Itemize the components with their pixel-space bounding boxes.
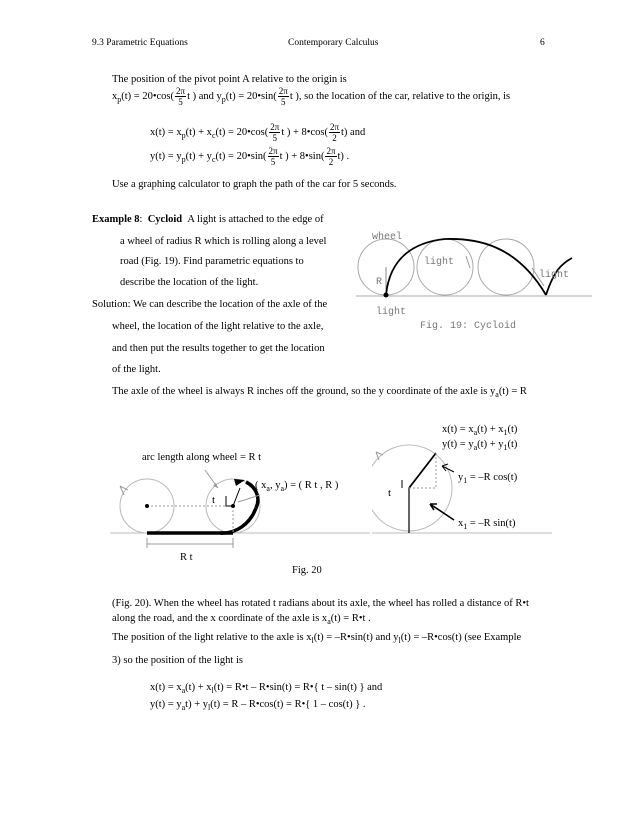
light-pointer-arrow xyxy=(466,256,470,268)
solution-line-1: Solution: We can describe the location of the axle of the xyxy=(92,299,328,310)
page-number: 6 xyxy=(540,38,545,48)
example-line-2: a wheel of radius R which is rolling along a level xyxy=(120,236,327,247)
fig20-x-sum-equation: $x(t) = x_a(t) + x_1(t)$ xyxy=(442,424,518,438)
figure-19-caption: Fig. 19: Cycloid xyxy=(420,321,517,332)
angle-t-label: t xyxy=(388,487,392,499)
arc-length-label: arc length along wheel = R t xyxy=(142,452,262,463)
solution-line-2: wheel, the location of the light relative to the axle, xyxy=(112,321,324,332)
axle-coordinate-label: ( $x_a$, $y_a$) = ( R t , R ) xyxy=(255,480,339,493)
solution-line-4: of the light. xyxy=(112,364,161,375)
fig20-y-sum-equation: $y(t) = y_a(t) + y_1(t)$ xyxy=(442,439,518,453)
light-x-formula: $x(t) = x_a(t) + x_l(t)$ = R•t – R•sin(t) = R•{ t – sin(t) } and xyxy=(150,682,383,696)
light-label: light xyxy=(539,270,570,281)
arrow-icon xyxy=(430,504,454,520)
after-line-1: (Fig. 20). When the wheel has rotated t radians about its axle, the wheel has rolled a distance of R•t xyxy=(112,598,529,609)
wheel-label: wheel xyxy=(372,232,403,243)
pivot-line-1: The position of the pivot point A relative to the origin is xyxy=(112,74,347,85)
light-label: light xyxy=(424,257,455,268)
light-y-formula: $y(t) = y_at) + y_l(t) = R$ – R•cos(t) = R•{ 1 – cos(t) } . xyxy=(150,699,366,713)
running-header-section: 9.3 Parametric Equations xyxy=(92,38,188,48)
example-heading: Example 8: Cycloid A light is attached to the edge of xyxy=(92,214,324,225)
figure-20-rolling-wheel xyxy=(110,440,370,570)
arc-thick-lower xyxy=(220,508,256,533)
wheel-circle xyxy=(372,445,452,531)
fraction-2pi-5: $\frac{2\pi}{5}$ xyxy=(176,86,186,107)
figure-19-cycloid xyxy=(356,226,592,338)
after-line-4: 3) so the position of the light is xyxy=(112,655,243,666)
car-y-equation: $y(t) = y_p(t) + y_c(t)$ = 20•sin( $\frac{2\pi}{5}$ t ) + 8•sin( $\frac{2\pi}{2}$ t) . xyxy=(150,146,350,167)
arrowhead-icon xyxy=(234,479,245,486)
fraction-2pi-5: $\frac{2\pi}{5}$ xyxy=(278,86,288,107)
car-x-equation: $x(t) = x_p(t) + x_c(t)$ = 20•cos( $\frac{2\pi}{5}$ t ) + 8•cos( $\frac{2\pi}{2}$ t) and xyxy=(150,122,366,143)
pivot-line-2: $x_p(t)$ = 20•cos( $\frac{2\pi}{5}$ t ) and $y_p(t)$ = 20•sin( $\frac{2\pi}{5}$ t ), so the location of the car, relative to the origin, is xyxy=(112,86,511,107)
example-line-3: road (Fig. 19). Find parametric equations to xyxy=(120,256,304,267)
radius-to-light xyxy=(409,453,436,488)
solution-line-3: and then put the results together to get the location xyxy=(112,343,325,354)
x1-equation: $x_1 = -R$ sin(t) xyxy=(458,518,516,531)
light-point xyxy=(384,293,389,298)
graphing-calculator-note: Use a graphing calculator to graph the path of the car for 5 seconds. xyxy=(112,179,397,190)
example-line-4: describe the location of the light. xyxy=(120,277,259,288)
light-label: light xyxy=(376,307,407,318)
angle-t-label: t xyxy=(212,494,216,506)
start-axle-point xyxy=(145,504,149,508)
after-line-2: along the road, and the x coordinate of the axle is $x_a(t)$ = R•t . xyxy=(112,613,371,627)
cycloid-arc xyxy=(386,239,546,295)
axle-y-statement: The axle of the wheel is always R inches off the ground, so the y coordinate of the axle is $y_a(t) = R$ xyxy=(112,386,527,400)
after-line-3: The position of the light relative to the axle is $x_l(t)$ = –R•sin(t) and $y_l(t)$ = –R•cos(t) (see Example xyxy=(112,632,522,646)
y1-equation: $y_1 = -R$ cos(t) xyxy=(458,472,518,485)
running-header-book: Contemporary Calculus xyxy=(288,38,379,48)
radius-label: R xyxy=(376,277,383,288)
radius-line xyxy=(233,488,240,506)
rolled-distance-label: R t xyxy=(180,552,193,563)
figure-20-caption: Fig. 20 xyxy=(292,565,322,576)
